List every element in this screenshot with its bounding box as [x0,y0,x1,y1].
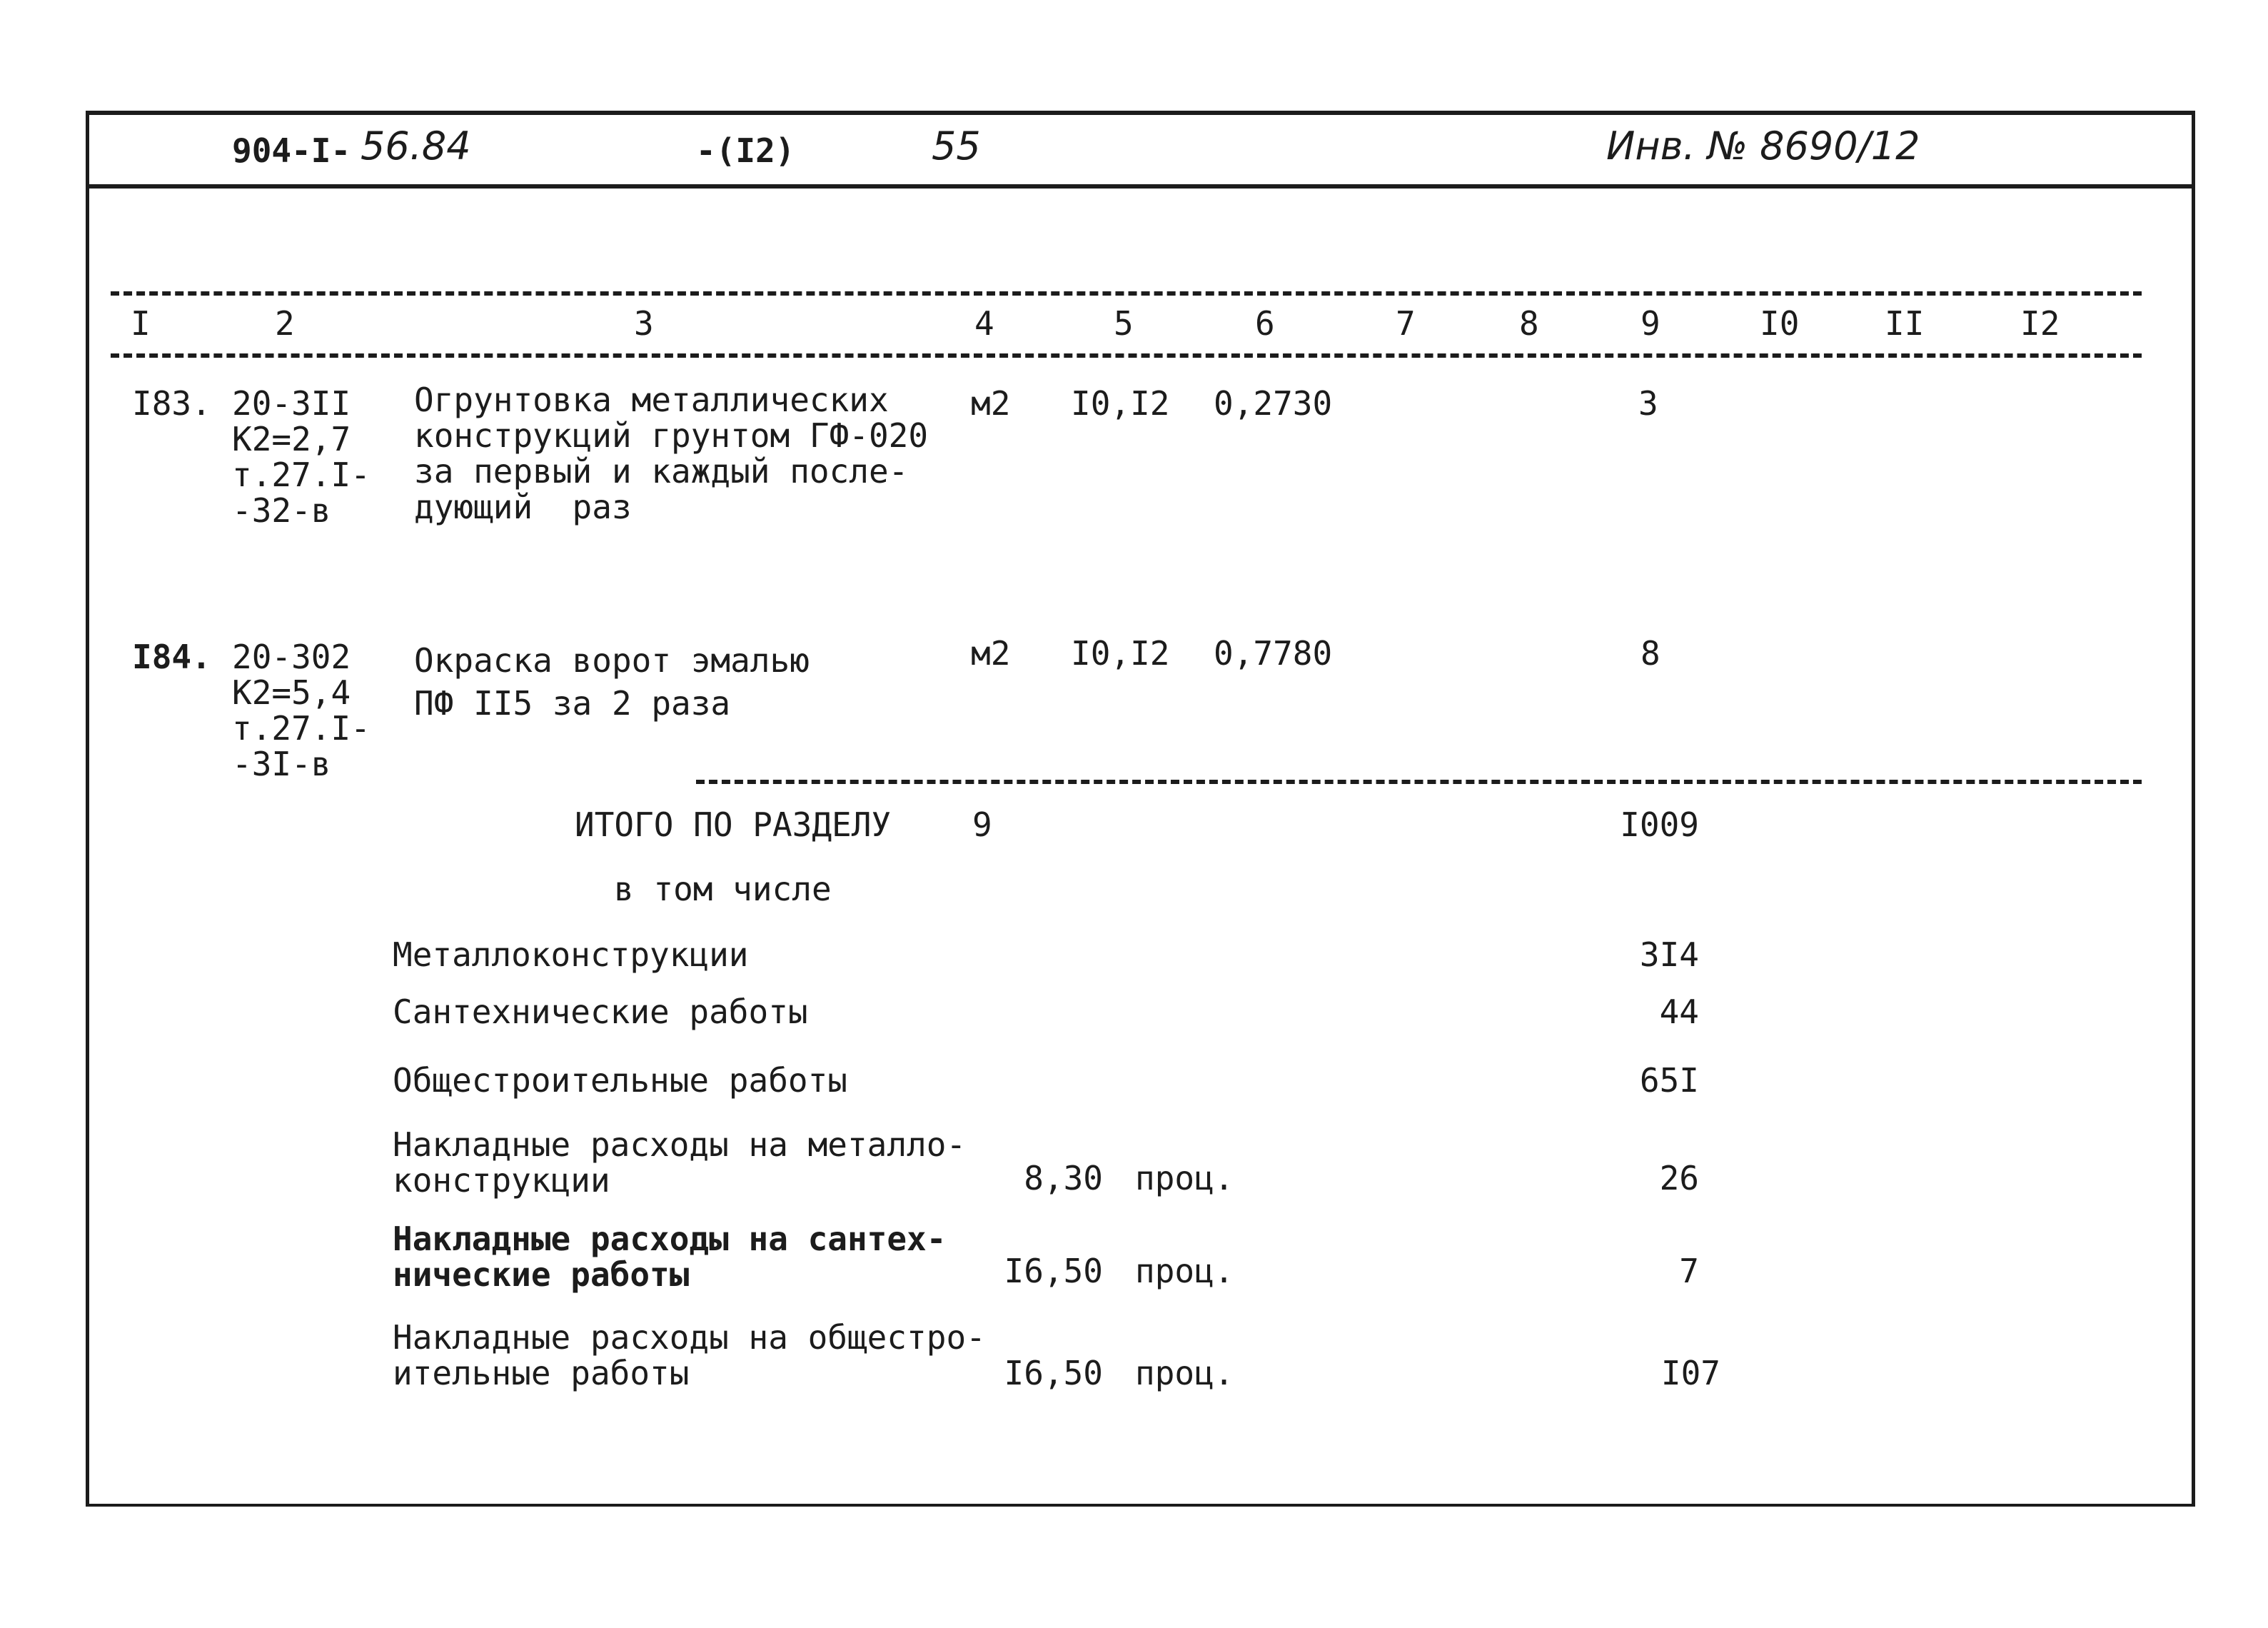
column-header-2: 2 [275,304,295,343]
summary-item-rate: 8,30 [1024,1159,1103,1197]
summary-item-value: 7 [1679,1252,1699,1290]
summary-item-rate: I6,50 [1004,1354,1103,1392]
column-header-8: 8 [1519,304,1539,343]
column-header-11: II [1885,304,1925,343]
column-header-7: 7 [1396,304,1416,343]
section-total-value: I009 [1620,805,1699,844]
summary-item-label: Накладные расходы на металло- конструкции [393,1125,967,1200]
row-183-unit: м2 [971,384,1011,423]
row-184-rate: 0,7780 [1214,634,1333,673]
section-total-title: ИТОГО ПО РАЗДЕЛУ [575,805,892,844]
row-184-description: Окраска ворот эмалью ПФ II5 за 2 раза [414,641,810,723]
column-header-1: I [131,304,151,343]
row-184-number: I84. [132,638,211,676]
page-frame [86,111,2195,1507]
row-184-total: 8 [1640,634,1660,673]
column-header-4: 4 [974,304,994,343]
row-183-code: 20-3II К2=2,7 т.27.I- -32-в [232,384,371,530]
section-total-count: 9 [972,805,992,844]
column-header-9: 9 [1640,304,1660,343]
series-prefix: 904-I- [232,131,351,170]
summary-item-label: Общестроительные работы [393,1061,847,1100]
column-header-3: 3 [634,304,654,343]
summary-item-value: 26 [1659,1159,1699,1197]
summary-item-unit: проц. [1135,1354,1234,1392]
summary-item-value: 44 [1659,993,1699,1031]
summary-item-value: I07 [1660,1354,1720,1392]
album-number: -(I2) [696,131,795,170]
row-183-rate: 0,2730 [1214,384,1333,423]
summary-item-unit: проц. [1135,1252,1234,1290]
including-label: в том числе [614,870,832,908]
row-183-description: Огрунтовка металлических конструкций грунтом ГФ-020 за первый и каждый после- дующий раз [414,381,929,526]
row-183-number: I83. [132,384,211,423]
row-183-quantity: I0,I2 [1071,384,1170,423]
row-184-unit: м2 [971,634,1011,673]
summary-item-label: Металлоконструкции [393,935,749,974]
column-header-12: I2 [2020,304,2060,343]
column-header-bottom-rule [111,353,2142,358]
header-rule [89,184,2192,189]
page-number: 55 [932,124,981,169]
inventory-number: Инв. № 8690/12 [1606,124,1920,169]
summary-item-unit: проц. [1135,1159,1234,1197]
row-184-code: 20-302 К2=5,4 т.27.I- -3I-в [232,638,371,783]
column-header-top-rule [111,291,2142,296]
column-header-10: I0 [1760,304,1800,343]
series-handwritten: 56.84 [361,124,471,169]
summary-item-label: Сантехнические работы [393,993,808,1031]
summary-item-value: 65I [1639,1061,1699,1100]
summary-item-label: Накладные расходы на сантех- нические работы [393,1220,947,1294]
row-184-quantity: I0,I2 [1071,634,1170,673]
summary-item-value: 3I4 [1639,935,1699,974]
column-header-6: 6 [1255,304,1275,343]
section-total-rule [696,780,2142,784]
summary-item-label: Накладные расходы на общестро- ительные работы [393,1318,986,1392]
row-183-total: 3 [1638,384,1658,423]
column-header-5: 5 [1114,304,1134,343]
summary-item-rate: I6,50 [1004,1252,1103,1290]
